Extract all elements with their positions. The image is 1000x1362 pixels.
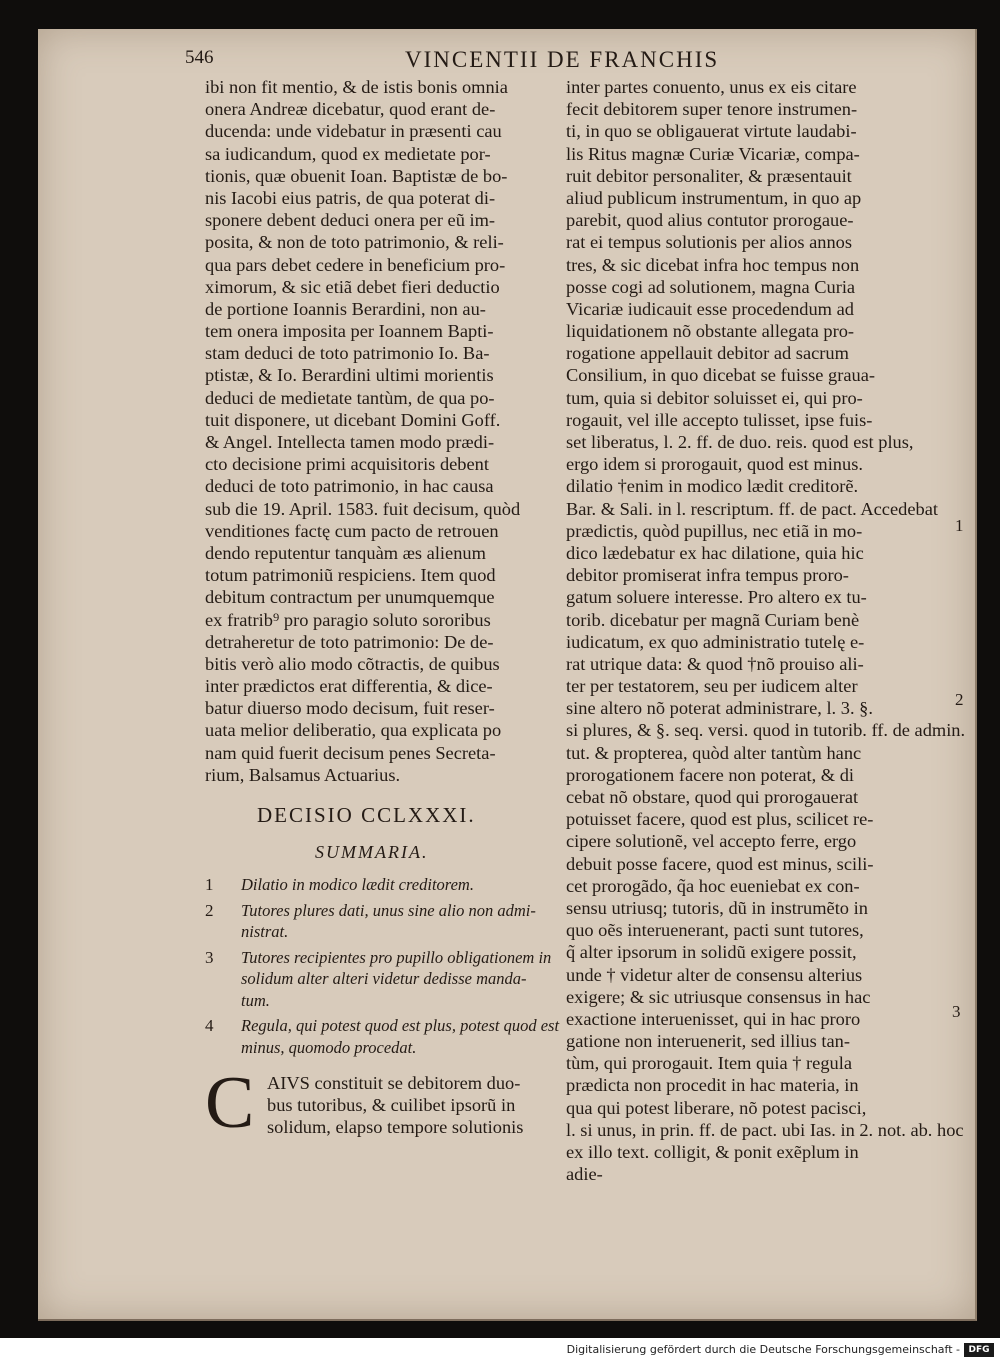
text-line: cebat nõ obstare, quod qui prorogauerat — [566, 787, 859, 807]
opening-paragraph — [205, 1062, 585, 1144]
summaria-text: Tutores plures dati, unus sine alio non admi- — [241, 900, 536, 920]
text-line: tuit disponere, ut dicebant Domini Goff. — [205, 409, 501, 430]
text-line: venditiones factę cum pacto de retrouen — [205, 520, 499, 541]
text-line: rogatione appellauit debitor ad sacrum — [566, 343, 849, 364]
text-line: totum patrimoniũ respiciens. Item quod — [205, 565, 496, 586]
text-line: batur diuerso modo decisum, fuit reser- — [205, 698, 495, 719]
summaria-item — [205, 947, 585, 1012]
text-line: rogauit, vel ille accepto tulisset, ipse fuis- — [566, 409, 873, 430]
text-line: prædicta non procedit in hac materia, in — [566, 1075, 859, 1096]
text-line: dilatio †enim in modico lædit creditorẽ. — [566, 476, 859, 497]
summaria-item — [205, 900, 585, 943]
text-line: ibi non fit mentio, & de istis bonis omnia — [205, 77, 508, 97]
text-line: dendo reputentur tanquàm æs alienum — [205, 542, 486, 563]
text-line: fecit debitorem super tenore instrumen- — [566, 99, 858, 120]
text-line: ruit debitor personaliter, & præsentauit — [566, 165, 852, 186]
right-body-text — [566, 76, 966, 1185]
text-line: debuit posse facere, quod est minus, scili- — [566, 853, 874, 874]
running-head: VINCENTII DE FRANCHIS — [405, 47, 720, 72]
margin-number: 1 — [955, 516, 964, 535]
text-line: prædictis, quòd pupillus, nec etiã in mo- — [566, 520, 863, 541]
text-line: sponere debent deduci onera per eũ im- — [205, 210, 496, 231]
text-line: uata melior deliberatio, qua explicata po — [205, 720, 502, 741]
text-line: lis Ritus magnæ Curiæ Vicariæ, compa- — [566, 143, 860, 164]
summaria-title: SUMMARIA. — [315, 842, 429, 862]
text-line: qua pars debet cedere in beneficium pro- — [205, 254, 506, 275]
text-line: cet prorogãdo, q̃a hoc eueniebat ex con- — [566, 875, 860, 896]
text-line: Vicariæ iudicauit esse procedendum ad — [566, 298, 854, 319]
footer-bar — [0, 1338, 1000, 1362]
text-line: & Angel. Intellecta tamen modo prædi- — [205, 432, 495, 452]
page-number: 546 — [185, 47, 214, 68]
margin-number: 2 — [955, 690, 964, 709]
text-line: deduci de toto patrimonio, in hac causa — [205, 476, 494, 497]
summaria-item — [205, 874, 585, 896]
text-line: gatum soluere interesse. Pro altero ex tu- — [566, 587, 867, 608]
text-line: debitum contractum per unumquemque — [205, 587, 495, 608]
left-column — [205, 76, 585, 1144]
text-line: ptistæ, & Io. Berardini ultimi morientis — [205, 365, 494, 386]
text-line: tionis, quæ obuenit Ioan. Baptistæ de bo- — [205, 165, 508, 186]
summaria-text: tum. — [241, 990, 270, 1010]
text-line: exigere; & sic utriusque consensus in hac — [566, 986, 871, 1007]
footer-credit: Digitalisierung gefördert durch die Deutsche Forschungsgemeinschaft - — [566, 1343, 960, 1356]
text-line: solidum, elapso tempore solutionis — [267, 1117, 524, 1138]
text-line: ximorum, & sic etiã debet fieri deductio — [205, 276, 500, 297]
dfg-logo: DFG — [964, 1343, 994, 1357]
summaria-number: 3 — [205, 947, 214, 967]
text-line: dico lædebatur ex hac dilatione, quia hic — [566, 542, 864, 563]
margin-number: 3 — [952, 1002, 961, 1021]
text-line: ter per testatorem, seu per iudicem alter — [566, 676, 858, 697]
summaria-text: Regula, qui potest quod est plus, potest quod est — [241, 1016, 560, 1035]
summaria-text: Dilatio in modico lædit creditorem. — [241, 875, 474, 894]
text-line: gatione non interuenerit, sed illius tan- — [566, 1031, 850, 1052]
text-line: prorogationem facere non poterat, & di — [566, 764, 855, 785]
text-line: tem onera imposita per Ioannem Bapti- — [205, 321, 494, 342]
text-line: inter prædictos erat differentia, & dice- — [205, 676, 493, 697]
text-line: aliud publicum instrumentum, in quo ap — [566, 187, 862, 208]
summaria-text: nistrat. — [241, 922, 289, 941]
text-line: bus tutoribus, & cuilibet ipsorũ in — [267, 1095, 516, 1116]
text-line: tres, & sic dicebat infra hoc tempus non — [566, 254, 860, 275]
text-line: l. si unus, in prin. ff. de pact. ubi Ias. in 2. not. ab. hoc — [566, 1119, 964, 1140]
text-line: sa iudicandum, quod ex medietate por- — [205, 143, 491, 164]
right-column — [566, 76, 966, 1185]
text-line: Bar. & Sali. in l. rescriptum. ff. de pact. Accedebat — [566, 498, 938, 519]
text-line: posita, & non de toto patrimonio, & reli- — [205, 232, 504, 253]
summaria-text: Tutores recipientes pro pupillo obligationem in — [241, 947, 552, 967]
text-line: unde † videtur alter de consensu alterius — [566, 964, 863, 985]
summaria-list — [205, 874, 585, 1058]
text-line: tùm, qui prorogauit. Item quia † regula — [566, 1053, 853, 1074]
text-line: rat ei tempus solutionis per alios annos — [566, 232, 853, 253]
text-line: onera Andreæ dicebatur, quod erant de- — [205, 99, 496, 120]
text-line: si plures, & §. seq. versi. quod in tutorib. ff. de admin. — [566, 720, 966, 741]
text-line: Consilium, in quo dicebat se fuisse graua- — [566, 365, 876, 386]
text-line: iudicatum, ex quo administratio tutelę e- — [566, 631, 865, 652]
text-line: sensu utriusq; tutoris, dũ in instrumẽto in — [566, 897, 868, 918]
summaria-item — [205, 1015, 585, 1058]
text-line: tum, quia si debitor soluisset ei, qui pro- — [566, 387, 863, 408]
text-line: liquidationem nõ obstante allegata pro- — [566, 321, 855, 342]
text-line: sub die 19. April. 1583. fuit decisum, quòd — [205, 498, 521, 519]
text-line: cipere solutionẽ, vel accepto ferre, ergo — [566, 831, 857, 852]
decisio-title: DECISIO CCLXXXI. — [257, 803, 476, 827]
text-line: ergo idem si prorogauit, quod est minus. — [566, 454, 863, 475]
text-line: nis Iacobi eius patris, de qua poterat di- — [205, 187, 496, 208]
text-line: set liberatus, l. 2. ff. de duo. reis. quod est plus, — [566, 432, 914, 452]
text-line: bitis verò alio modo cõtractis, de quibus — [205, 653, 500, 674]
summaria-number: 4 — [205, 1016, 214, 1035]
text-line: stam deduci de toto patrimonio Io. Ba- — [205, 343, 490, 364]
text-line: sine altero nõ poterat administrare, l. 3. §. — [566, 698, 873, 719]
text-line: qua qui potest liberare, nõ potest pacisci, — [566, 1097, 867, 1118]
text-line: ti, in quo se obligauerat virtute laudabi- — [566, 121, 857, 142]
summaria-number: 2 — [205, 900, 214, 920]
text-line: nam quid fuerit decisum penes Secreta- — [205, 742, 496, 763]
summaria-number: 1 — [205, 875, 214, 894]
text-line: q̃ alter ipsorum in solidũ exigere possit, — [566, 942, 857, 963]
text-line: quo oẽs interuenerant, pacti sunt tutores, — [566, 920, 864, 941]
text-line: rat utrique data: & quod †nõ prouiso ali- — [566, 653, 864, 674]
text-line: potuisset facere, quod est plus, scilicet re- — [566, 809, 874, 830]
text-line: rium, Balsamus Actuarius. — [205, 764, 401, 785]
summaria-text: minus, quomodo procedat. — [241, 1037, 417, 1057]
text-line: deduci de medietate tantùm, de qua po- — [205, 387, 495, 408]
text-line: cto decisione primi acquisitoris debent — [205, 454, 489, 475]
summaria-text: solidum alter alteri videtur dedisse manda- — [241, 969, 527, 988]
text-line: torib. dicebatur per magnã Curiam benè — [566, 609, 860, 630]
text-line: ex illo text. colligit, & ponit exẽplum in — [566, 1142, 859, 1162]
text-line: inter partes conuento, unus ex eis citare — [566, 77, 857, 97]
text-line: parebit, quod alius contutor prorogaue- — [566, 210, 854, 231]
text-line: detraheretur de toto patrimonio: De de- — [205, 631, 494, 652]
left-body-text — [205, 76, 585, 786]
text-line: adie- — [566, 1164, 603, 1185]
text-line: debitor promiserat infra tempus proro- — [566, 565, 849, 586]
text-line: AIVS constituit se debitorem duo- — [267, 1073, 521, 1093]
text-line: ducenda: unde videbatur in præsenti cau — [205, 121, 502, 142]
text-line: tut. & propterea, quòd alter tantùm hanc — [566, 742, 862, 763]
text-line: exactione interuenisset, qui in hac proro — [566, 1008, 861, 1029]
text-line: de portione Ioannis Berardini, non au- — [205, 298, 486, 319]
text-line: posse cogi ad solutionem, magna Curia — [566, 276, 856, 297]
drop-capital: C — [205, 1062, 255, 1144]
text-line: ex fratrib⁹ pro paragio soluto sororibus — [205, 609, 491, 630]
